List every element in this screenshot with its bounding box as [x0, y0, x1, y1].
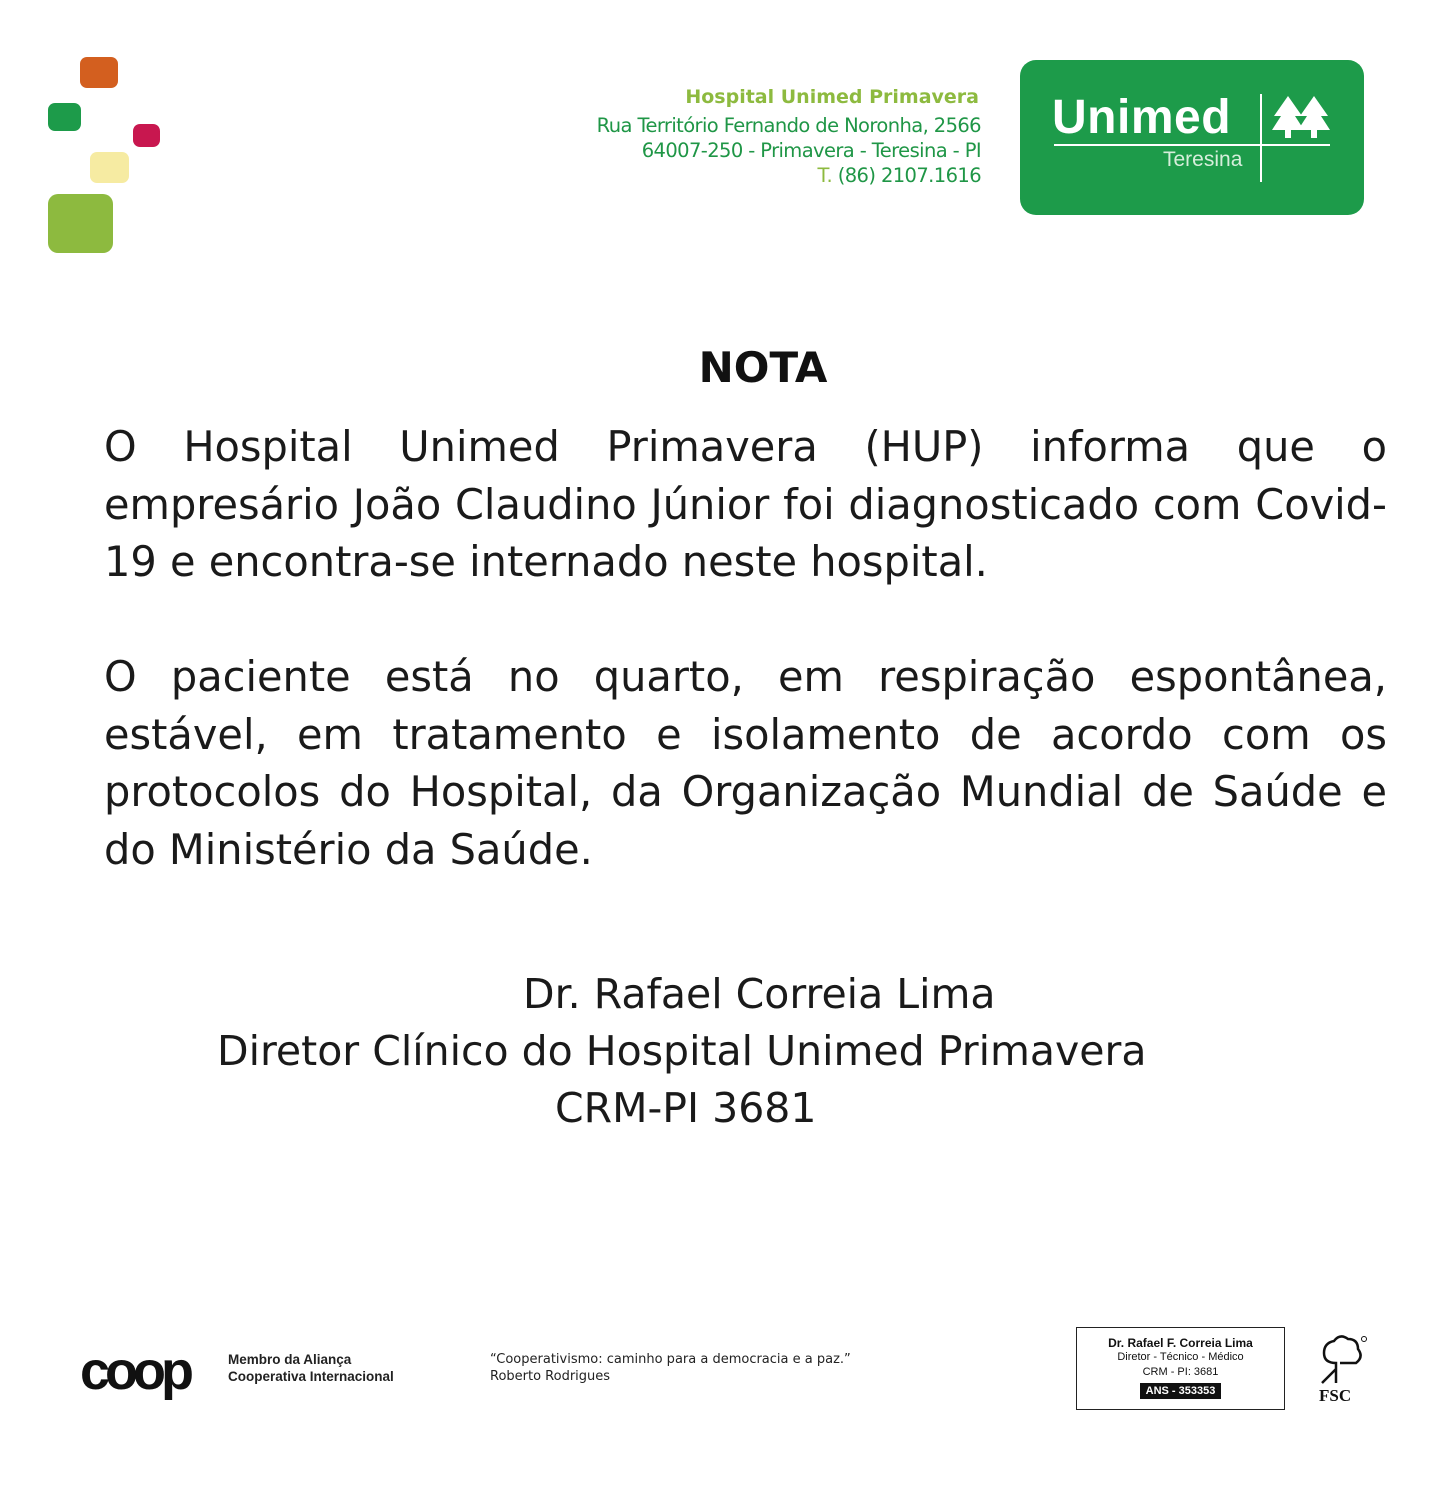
coop-line-2: Cooperativa Internacional	[228, 1369, 394, 1384]
logo-square-pink	[133, 124, 160, 147]
coop-membership	[228, 1351, 394, 1385]
logo-square-lime	[48, 194, 113, 253]
quote-author: Roberto Rodrigues	[490, 1369, 611, 1384]
coop-line-1: Membro da Aliança	[228, 1352, 352, 1367]
unimed-logo-vline	[1260, 94, 1262, 182]
signature-role: Diretor Clínico do Hospital Unimed Primavera	[217, 1027, 1147, 1075]
unimed-logo	[1020, 60, 1364, 215]
logo-square-cream	[90, 152, 129, 183]
coop-logo	[80, 1345, 222, 1407]
logo-square-orange	[80, 57, 118, 88]
phone-number: (86) 2107.1616	[837, 164, 981, 187]
header-hospital-name: Hospital Unimed Primavera	[685, 86, 979, 108]
stamp-crm: CRM - PI: 3681	[1142, 1366, 1219, 1378]
footer-quote	[490, 1351, 851, 1385]
note-paragraph-2: O paciente está no quarto, em respiração espontânea, estável, em tratamento e isolamento de acordo com os protocolos do Hospital, da Organização Mundial de Saúde e do Ministério da Saúde.	[104, 652, 1387, 874]
stamp-ans: ANS - 353353	[1140, 1383, 1222, 1399]
unimed-tree-icon	[1270, 94, 1332, 140]
note-title: NOTA	[698, 343, 828, 392]
director-stamp	[1076, 1327, 1285, 1410]
header-phone	[818, 164, 982, 187]
unimed-logo-hline	[1054, 144, 1330, 146]
coop-logo-text: coop	[80, 1345, 189, 1401]
phone-prefix: T.	[817, 164, 833, 187]
unimed-logo-word: Unimed	[1052, 91, 1232, 144]
quote-text: “Cooperativismo: caminho para a democracia e a paz.”	[490, 1352, 851, 1367]
note-paragraph-1: O Hospital Unimed Primavera (HUP) informa que o empresário João Claudino Júnior foi diagnosticado com Covid-19 e encontra-se internado neste hospital.	[104, 422, 1387, 586]
header-address-street: Rua Território Fernando de Noronha, 2566	[596, 114, 981, 137]
fsc-tree-icon	[1310, 1333, 1370, 1385]
header-address-city: 64007-250 - Primavera - Teresina - PI	[641, 139, 981, 162]
fsc-label: FSC	[1319, 1386, 1352, 1405]
stamp-role: Diretor - Técnico - Médico	[1117, 1351, 1244, 1363]
unimed-logo-city: Teresina	[1163, 148, 1243, 171]
stamp-name: Dr. Rafael F. Correia Lima	[1108, 1336, 1253, 1350]
logo-square-green	[48, 103, 81, 131]
signature-crm: CRM-PI 3681	[555, 1084, 817, 1132]
signature-name: Dr. Rafael Correia Lima	[523, 970, 996, 1018]
